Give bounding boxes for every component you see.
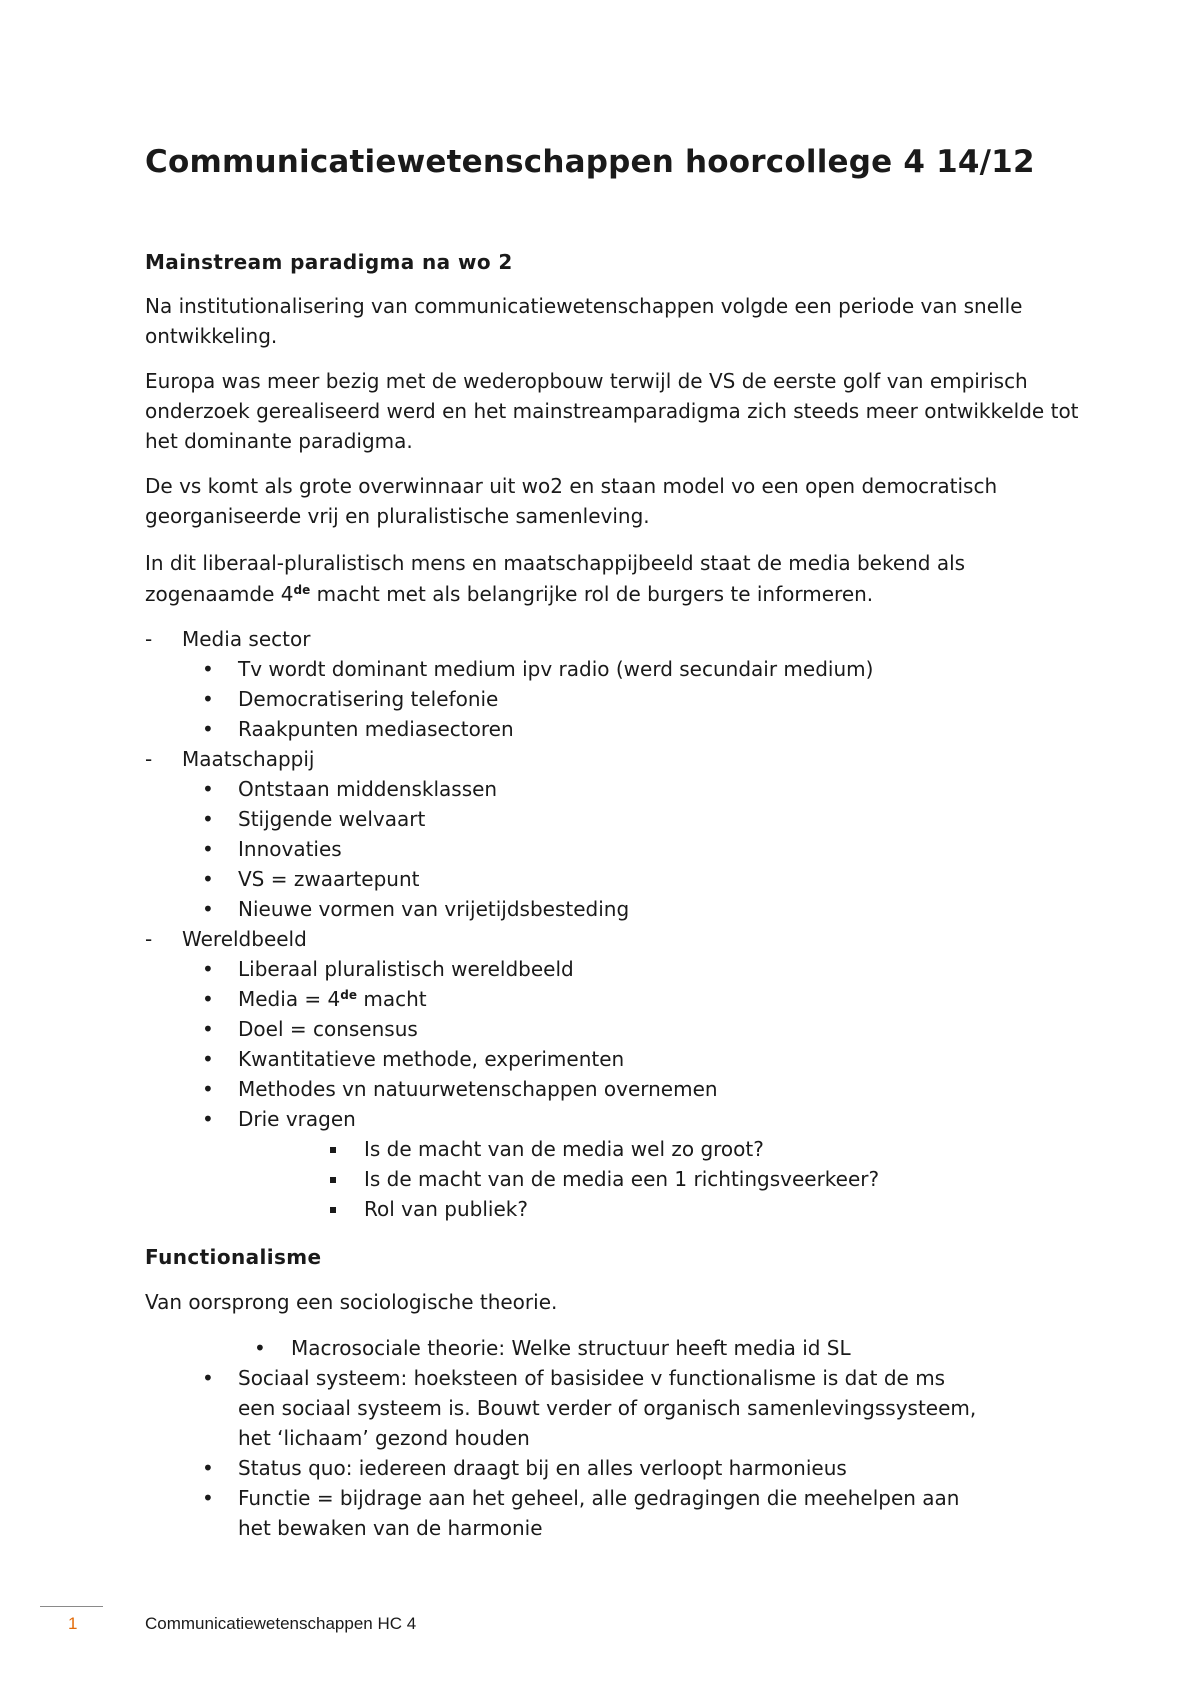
list-item: Raakpunten mediasectoren <box>238 717 514 741</box>
section-heading-functionalisme: Functionalisme <box>145 1245 322 1269</box>
text-fragment: zogenaamde 4 <box>145 582 294 606</box>
paragraph-liberaal-line2 <box>145 579 873 609</box>
bullet-icon: • <box>202 1486 214 1510</box>
bullet-icon: • <box>202 657 214 681</box>
text-fragment: macht <box>357 987 427 1011</box>
text-fragment: macht met als belangrijke rol de burgers te informeren. <box>310 582 874 606</box>
list-item: Methodes vn natuurwetenschappen overnemen <box>238 1077 718 1101</box>
dash-bullet: - <box>145 747 153 771</box>
text-fragment: Media = 4 <box>238 987 341 1011</box>
list-item: Kwantitatieve methode, experimenten <box>238 1047 625 1071</box>
paragraph-institutionalisering: Na institutionalisering van communicatiewetenschappen volgde een periode van snelle ontwikkeling. <box>145 294 1023 348</box>
list-item <box>238 984 427 1014</box>
page-number: 1 <box>68 1614 78 1633</box>
square-bullet-icon <box>330 1207 336 1213</box>
bullet-icon: • <box>202 1107 214 1131</box>
list-item: VS = zwaartepunt <box>238 867 420 891</box>
bullet-icon: • <box>202 957 214 981</box>
list-item-line: het ‘lichaam’ gezond houden <box>238 1426 530 1450</box>
bullet-icon: • <box>202 1456 214 1480</box>
list-item: Innovaties <box>238 837 342 861</box>
list-group-maatschappij: Maatschappij <box>182 747 315 771</box>
sub-list-item: Is de macht van de media een 1 richtingsveerkeer? <box>364 1167 880 1191</box>
bullet-icon: • <box>202 687 214 711</box>
list-item: Democratisering telefonie <box>238 687 499 711</box>
bullet-icon: • <box>202 807 214 831</box>
list-item: Doel = consensus <box>238 1017 418 1041</box>
bullet-icon: • <box>202 1366 214 1390</box>
list-item: Ontstaan middensklassen <box>238 777 498 801</box>
list-item-line: een sociaal systeem is. Bouwt verder of organisch samenlevingssysteem, <box>238 1396 977 1420</box>
list-item: Stijgende welvaart <box>238 807 426 831</box>
bullet-icon: • <box>202 897 214 921</box>
superscript-de: de <box>293 583 311 597</box>
bullet-icon: • <box>202 1017 214 1041</box>
bullet-icon: • <box>202 837 214 861</box>
paragraph-vs-overwinnaar: De vs komt als grote overwinnaar uit wo2 en staan model vo een open democratisch georganiseerde vrij en pluralistische samenleving. <box>145 474 998 528</box>
list-item: Macrosociale theorie: Welke structuur heeft media id SL <box>291 1336 851 1360</box>
list-group-wereldbeeld: Wereldbeeld <box>182 927 307 951</box>
bullet-icon: • <box>202 1077 214 1101</box>
sub-list-item: Rol van publiek? <box>364 1197 528 1221</box>
bullet-icon: • <box>202 777 214 801</box>
paragraph-oorsprong: Van oorsprong een sociologische theorie. <box>145 1290 558 1314</box>
paragraph-liberaal-line1: In dit liberaal-pluralistisch mens en maatschappijbeeld staat de media bekend als <box>145 551 966 575</box>
dash-bullet: - <box>145 927 153 951</box>
list-item: Status quo: iedereen draagt bij en alles verloopt harmonieus <box>238 1456 847 1480</box>
bullet-icon: • <box>202 867 214 891</box>
bullet-icon: • <box>202 717 214 741</box>
footer-title: Communicatiewetenschappen HC 4 <box>145 1614 417 1633</box>
paragraph-europa: Europa was meer bezig met de wederopbouw terwijl de VS de eerste golf van empirisch onderzoek gerealiseerd werd en het mainstreamparadigma zich steeds meer ontwikkelde tot het dominante paradigma. <box>145 369 1079 453</box>
bullet-icon: • <box>202 1047 214 1071</box>
list-item: Tv wordt dominant medium ipv radio (werd secundair medium) <box>238 657 874 681</box>
list-item: Drie vragen <box>238 1107 356 1131</box>
bullet-icon: • <box>254 1336 266 1360</box>
footer-divider <box>40 1606 103 1607</box>
superscript-de: de <box>340 988 357 1002</box>
section-heading-mainstream: Mainstream paradigma na wo 2 <box>145 250 513 274</box>
bullet-icon: • <box>202 987 214 1011</box>
list-item-line: Sociaal systeem: hoeksteen of basisidee v functionalisme is dat de ms <box>238 1366 946 1390</box>
list-group-media-sector: Media sector <box>182 627 311 651</box>
square-bullet-icon <box>330 1147 336 1153</box>
list-item: Nieuwe vormen van vrijetijdsbesteding <box>238 897 630 921</box>
list-item-line: het bewaken van de harmonie <box>238 1516 543 1540</box>
dash-bullet: - <box>145 627 153 651</box>
sub-list-item: Is de macht van de media wel zo groot? <box>364 1137 764 1161</box>
list-item: Liberaal pluralistisch wereldbeeld <box>238 957 574 981</box>
square-bullet-icon <box>330 1177 336 1183</box>
list-item-line: Functie = bijdrage aan het geheel, alle gedragingen die meehelpen aan <box>238 1486 960 1510</box>
document-title: Communicatiewetenschappen hoorcollege 4 14/12 <box>145 144 1035 180</box>
